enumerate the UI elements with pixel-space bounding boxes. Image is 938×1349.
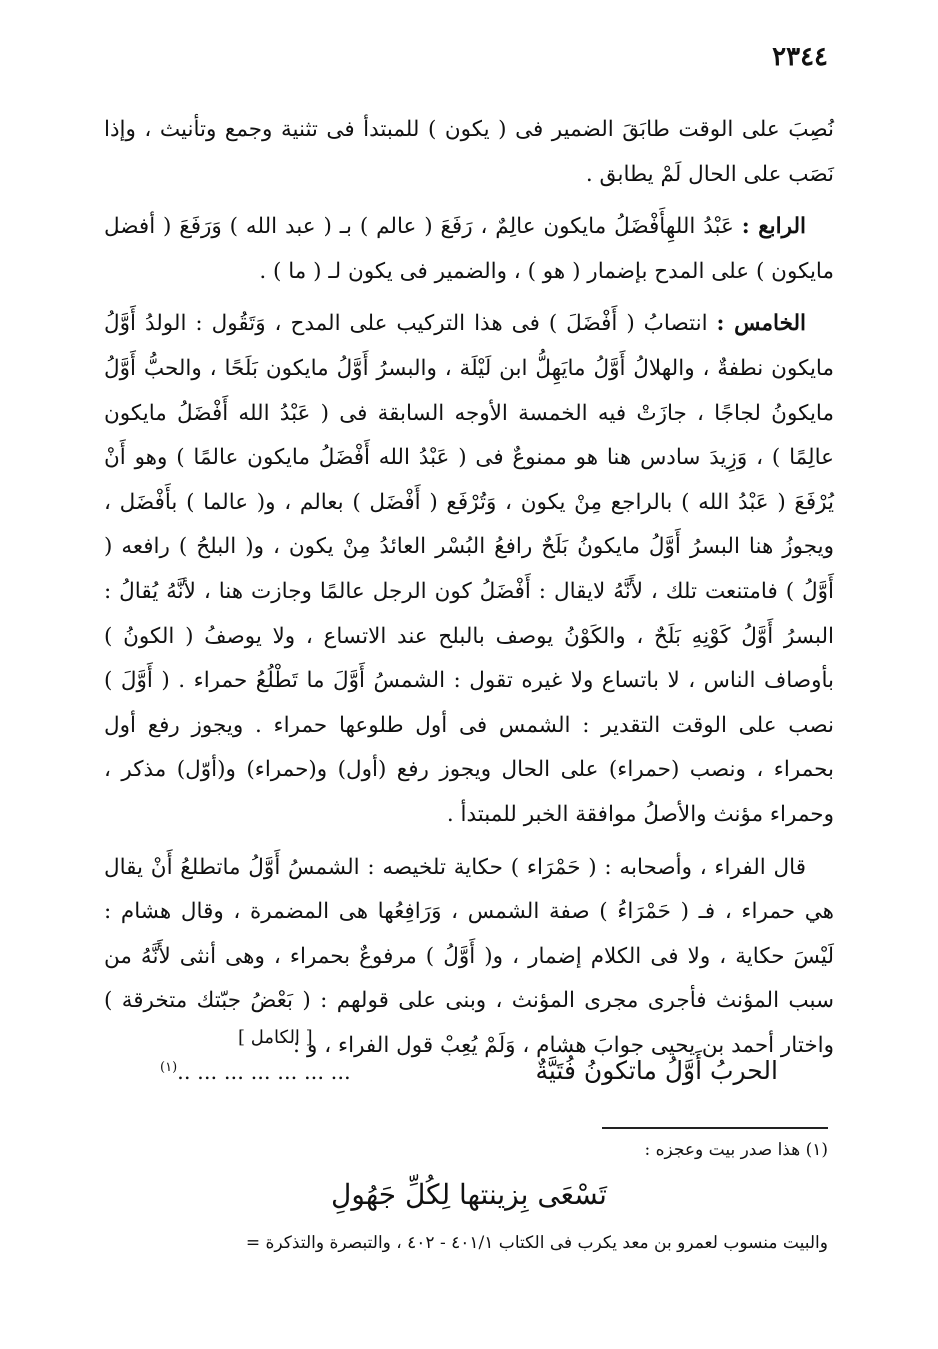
- paragraph-3: [104, 302, 834, 837]
- verse-line: [160, 1056, 778, 1085]
- verse-first-hemistich: الحربُ أَوَّلُ ماتكونُ فُتَيَّةٌ: [535, 1056, 778, 1085]
- paragraph-3-text: انتصابُ ( أَفْضَلَ ) فى هذا التركيب على المدح ، وَتَقُول : الولدُ أَوَّلُ مايكون نطفةٌ ، والهلالُ أَوَّلُ مايَهِلُّ ابن لَيْلَة ، والبسرُ أَوَّلُ مايكون بَلَحًا ، والحبُّ أَوَّلُ مايكونُ لجاجًا ، جازَتْ فيه الخمسة الأوجه السابقة فى ( عَبْدُ الله أَفْضَلُ مايكون عالِمًا ) ، وَزِيدَ سادس هنا هو ممنوعٌ فى ( عَبْدُ الله أَفْضَلُ مايكون عالمًا ) وهو أَنْ يُرْفَعَ ( عَبْدُ الله ) بالراجع مِنْ يكون ، وَتُرْفَع ( أَفْضَل ) بعالم ، و( عالما ) بأَفْضَل ، ويجوزُ هنا البسرُ أَوَّلُ مايكونُ بَلَحٌ رافعُ البُسْر العائدُ مِنْ يكون ، و( البلحُ ) رافعه ( أَوَّلُ ) فامتنعت تلك ، لأَنَّهُ لايقال : أَفْضَلُ كون الرجل عالمًا وجازت هنا ، لأنَّهُ يُقالُ : البسرُ أَوَّلُ كَوْنِهِ بَلَحٌ ، والكَوْنُ يوصف بالبلح عند الاتساع ، ولا يوصفُ ( الكونُ ) بأوصاف الناس ، لا باتساع ولا غيره تقول : الشمسُ أَوَّلَ ما تَطْلُعُ حمراء . ( أَوَّلَ ) نصب على الوقت التقدير : الشمس فى أول طلوعها حمراء . ويجوز رفع أول بحمراء ، ونصب (حمراء) على الحال ويجوز رفع (أول) و(حمراء) و(أوّل) مذكر ، وحمراء مؤنث والأصلُ موافقة الخبر للمبتدأ .: [104, 311, 834, 827]
- footnote-verse: تَسْعَى بِزينتها لِكُلِّ جَهُولِ: [331, 1178, 607, 1211]
- verse-ellipsis: ... ... ... ... ... ... ..: [177, 1060, 351, 1084]
- page-number: ٢٣٤٤: [772, 42, 828, 72]
- paragraph-1: نُصِبَ على الوقت طابَقَ الضمير فى ( يكون ) للمبتدأ فى تثنية وجمع وتأنيث ، وإذا نَصَب على الحال لَمْ يطابق .: [104, 117, 834, 187]
- footnote-marker: (١): [160, 1060, 178, 1075]
- meter-label: [ الكامل ]: [238, 1027, 313, 1048]
- verse-second-hemistich: [160, 1060, 351, 1084]
- paragraph-2-text: عَبْدُ اللهِأَفْضَلُ مايكون عالِمٌ ، رَفَعَ ( عالم ) بـ ( عبد الله ) وَرَفَعَ ( أفضل مايكون ) على المدح بإضمار ( هو ) ، والضمير فى يكون لـ ( ما ) .: [104, 214, 834, 284]
- paragraph-2: [104, 205, 834, 294]
- main-text: [104, 108, 834, 1076]
- paragraph-4: قال الفراء ، وأصحابه : ( حَمْرَاء ) حكاية تلخيصه : الشمسُ أَوَّلُ ماتطلعُ أَنْ يقال هي حمراء ، فـ ( حَمْرَاءُ ) صفة الشمس ، وَرَافِعُها هى المضمرة ، وقال هشام : لَيْسَ حكاية ، ولا فى الكلام إضمار ، و( أَوَّلُ ) مرفوعٌ بحمراء ، وهى أنثى لأَنَّهُ من سبب المؤنث فأجرى مجرى المؤنث ، وبنى على قولهم : ( بَعْضُ جبّتك متخرقة ) واختار أحمد بن يحيى جوابَ هشام ، وَلَمْ يُعِبْ قول الفراء ، و :: [104, 854, 834, 1058]
- footnote-intro: (١) هذا صدر بيت وعجزه :: [644, 1140, 828, 1160]
- footnote-divider: [602, 1127, 828, 1129]
- section-heading-fourth: الرابع :: [741, 214, 806, 240]
- footnote-source: والبيت منسوب لعمرو بن معد يكرب فى الكتاب ٤٠١/١ - ٤٠٢ ، والتبصرة والتذكرة =: [245, 1233, 828, 1253]
- section-heading-fifth: الخامس :: [716, 311, 806, 337]
